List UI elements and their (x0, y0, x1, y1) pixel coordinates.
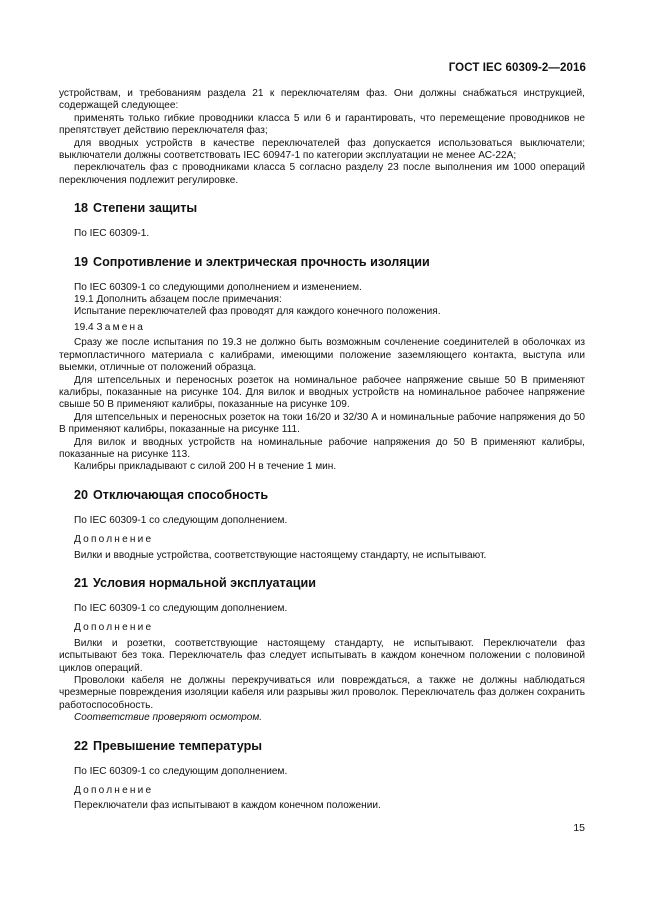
section-paragraph: Калибры прикладывают с силой 200 Н в течение 1 мин. (74, 461, 337, 473)
section-paragraph: По IEC 60309-1 со следующим дополнением. (74, 514, 288, 526)
section-number: 22 (74, 738, 89, 753)
section-title: Условия нормальной эксплуатации (93, 575, 316, 590)
intro-paragraph: для вводных устройств в качестве переключателей фаз допускается использоваться выключатели; выключатели должны соответствовать IEC 60947-1 по категории эксплуатации не менее АС-22А; (59, 137, 585, 162)
intro-paragraph: переключатель фаз с проводниками класса 5 согласно разделу 23 после выполнения им 1000 операций переключения подлежит регулировке. (59, 162, 585, 186)
section-paragraph: 19.1 Дополнить абзацем после примечания: (74, 294, 282, 306)
subclause-label (59, 322, 585, 334)
section-paragraph: Для штепсельных и переносных розеток на токи 16/20 и 32/30 А и номинальные рабочие напряжения до 50 В применяют калибры, показанные на рисунке 111. (59, 411, 585, 436)
subclause-number: 19.4 (74, 321, 94, 333)
section-paragraph: По IEC 60309-1. (74, 228, 150, 240)
section-paragraph: Переключатели фаз испытывают в каждом конечном положении. (74, 800, 381, 812)
section-number: 21 (74, 575, 89, 590)
section-paragraph: По IEC 60309-1 со следующим дополнением. (74, 765, 288, 777)
section-title: Превышение температуры (93, 738, 263, 753)
section-title: Сопротивление и электрическая прочность изоляции (93, 254, 430, 269)
section-paragraph: Для вилок и вводных устройств на номинальные рабочие напряжения до 50 В применяют калибры, показанные на рисунке 113. (59, 436, 585, 460)
addition-label: Дополнение (74, 534, 154, 546)
addition-label: Дополнение (74, 622, 154, 634)
section-number: 20 (74, 487, 89, 502)
addition-label: Дополнение (74, 785, 154, 797)
subclause-type: Замена (96, 321, 146, 333)
section-paragraph: Для штепсельных и переносных розеток на номинальное рабочее напряжение свыше 50 В применяют калибры, показанные на рисунке 104. Для вилок и вводных устройств на номинальное рабочее напряжение свыше 50 В применяют калибры, показанные на рисунке 109. (59, 374, 585, 411)
section-number: 18 (74, 201, 89, 216)
section-heading-22 (59, 739, 585, 754)
section-title: Степени защиты (93, 201, 198, 216)
section-paragraph: Соответствие проверяют осмотром. (74, 712, 263, 724)
section-heading-21 (59, 576, 585, 591)
page-number: 15 (573, 822, 585, 834)
document-header: ГОСТ IEC 60309-2—2016 (448, 62, 586, 74)
section-paragraph: Испытание переключателей фаз проводят для каждого конечного положения. (74, 306, 441, 318)
section-paragraph: Проволоки кабеля не должны перекручиваться или повреждаться, а также не должны наблюдаться чрезмерные повреждения изоляции кабеля или разрывы жил проволок. Переключатель фаз должен сохранить работоспособность. (59, 675, 585, 711)
section-heading-20 (59, 488, 585, 503)
section-paragraph: Вилки и розетки, соответствующие настоящему стандарту, не испытывают. Переключатели фаз испытывают без тока. Переключатель фаз следует испытывать в каждом конечном положении с половиной циклов операций. (59, 637, 585, 674)
section-paragraph: Вилки и вводные устройства, соответствующие настоящему стандарту, не испытывают. (74, 549, 487, 561)
section-paragraph: Сразу же после испытания по 19.3 не должно быть возможным сочленение соединителей в оболочках из термопластичного материала с калибрами, имеющими положение заземляющего контакта, выступа или выемки, отличные от положений образца. (59, 337, 585, 374)
section-heading-18 (59, 201, 585, 216)
section-heading-19 (59, 255, 585, 270)
intro-paragraph: применять только гибкие проводники класса 5 или 6 и гарантировать, что перемещение проводников не препятствует действию переключателя фаз; (59, 112, 585, 137)
section-paragraph: По IEC 60309-1 со следующими дополнением и изменением. (74, 281, 362, 293)
document-body (59, 88, 585, 813)
intro-paragraph: устройствам, и требованиям раздела 21 к переключателям фаз. Они должны снабжаться инструкцией, содержащей следующее: (59, 88, 585, 112)
section-paragraph: По IEC 60309-1 со следующим дополнением. (74, 602, 288, 614)
section-title: Отключающая способность (93, 487, 269, 502)
section-number: 19 (74, 254, 89, 269)
